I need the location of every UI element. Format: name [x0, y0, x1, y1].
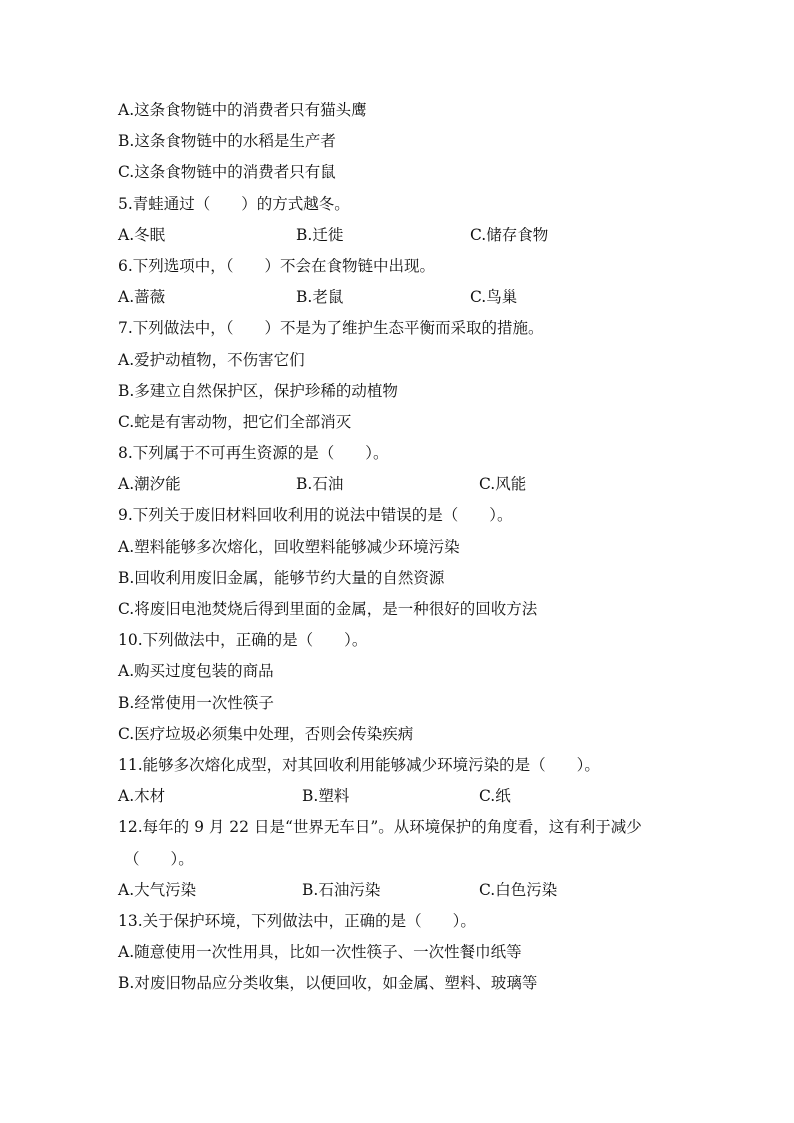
answer-option: A.这条食物链中的消费者只有猫头鹰: [118, 101, 367, 119]
question-6: 6.下列选项中，（ ）不会在食物链中出现。: [118, 256, 436, 275]
answer-option: A.塑料能够多次熔化，回收塑料能够减少环境污染: [118, 537, 460, 556]
question-8: 8.下列属于不可再生资源的是（ ）。: [118, 444, 389, 463]
question-8-options: [118, 469, 738, 500]
exam-page: [118, 95, 738, 999]
answer-option: B.对废旧物品应分类收集，以便回收，如金属、塑料、玻璃等: [118, 974, 538, 993]
question-11: 11.能够多次熔化成型，对其回收利用能够减少环境污染的是（ ）。: [118, 755, 600, 774]
question-12-blank: （ ）。: [124, 849, 194, 868]
option-b: B.石油污染: [302, 880, 381, 899]
question-10: 10.下列做法中，正确的是（ ）。: [118, 631, 368, 650]
answer-option: A.爱护动植物，不伤害它们: [118, 350, 305, 369]
option-a: A.大气污染: [118, 880, 197, 899]
answer-option: B.多建立自然保护区，保护珍稀的动植物: [118, 381, 398, 400]
answer-option: C.这条食物链中的消费者只有鼠: [118, 163, 336, 182]
option-a: A.冬眠: [118, 225, 166, 244]
option-b: B.石油: [296, 475, 344, 494]
answer-option: C.蛇是有害动物，把它们全部消灭: [118, 412, 352, 431]
option-b: B.塑料: [302, 787, 350, 806]
answer-option: B.回收利用废旧金属，能够节约大量的自然资源: [118, 568, 445, 587]
answer-option: C.医疗垃圾必须集中处理，否则会传染疾病: [118, 724, 414, 743]
answer-option: C.将废旧电池焚烧后得到里面的金属，是一种很好的回收方法: [118, 600, 538, 618]
question-12: 12.每年的 9 月 22 日是“世界无车日”。从环境保护的角度看，这有利于减少: [118, 818, 642, 837]
question-5: 5.青蛙通过（ ）的方式越冬。: [118, 194, 350, 213]
answer-option: A.随意使用一次性用具，比如一次性筷子、一次性餐巾纸等: [118, 943, 522, 962]
question-13: 13.关于保护环境，下列做法中，正确的是（ ）。: [118, 911, 476, 930]
question-7: 7.下列做法中，（ ）不是为了维护生态平衡而采取的措施。: [118, 319, 544, 338]
question-12-options: [118, 875, 738, 906]
question-9: 9.下列关于废旧材料回收利用的说法中错误的是（ ）。: [118, 506, 513, 525]
option-b: B.迁徙: [296, 225, 344, 244]
option-c: C.纸: [479, 787, 511, 806]
option-c: C.储存食物: [470, 225, 549, 244]
option-c: C.风能: [479, 475, 527, 494]
question-5-options: [118, 220, 738, 251]
option-a: A.蔷薇: [118, 288, 166, 307]
question-6-options: [118, 282, 738, 313]
option-a: A.木材: [118, 787, 166, 806]
answer-option: B.经常使用一次性筷子: [118, 693, 274, 712]
question-11-options: [118, 781, 738, 812]
option-b: B.老鼠: [296, 288, 344, 307]
answer-option: A.购买过度包装的商品: [118, 662, 274, 681]
option-c: C.鸟巢: [470, 288, 518, 307]
option-a: A.潮汐能: [118, 475, 181, 494]
option-c: C.白色污染: [479, 880, 558, 899]
answer-option: B.这条食物链中的水稻是生产者: [118, 132, 336, 151]
